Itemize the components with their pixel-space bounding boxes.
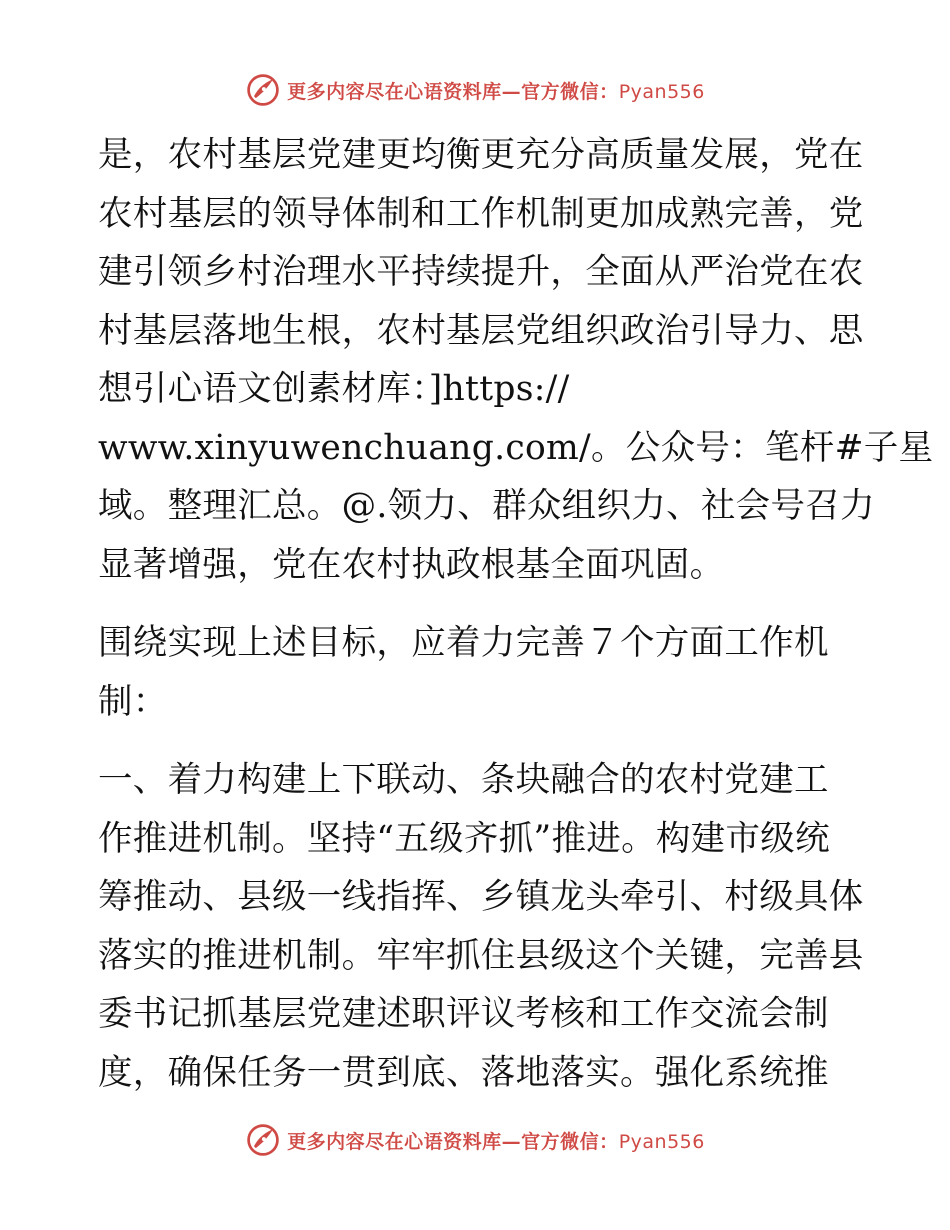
text-line: 落实的推进机制。牢牢抓住县级这个关键，完善县 bbox=[98, 935, 864, 976]
text-line: 村基层落地生根，农村基层党组织政治引导力、思 bbox=[98, 310, 864, 351]
text-line: 显著增强，党在农村执政根基全面巩固。 bbox=[98, 544, 725, 585]
footer-banner-dash: — bbox=[501, 1130, 522, 1153]
text-line: 筹推动、县级一线指挥、乡镇龙头牵引、村级具体 bbox=[98, 877, 864, 917]
text-line: www.xinyuwenchuang.com/。公众号：笔杆#子星 bbox=[98, 427, 934, 468]
text-line: 一、着力构建上下联动、条块融合的农村党建工 bbox=[98, 760, 829, 800]
text-line: 建引领乡村治理水平持续提升，全面从严治党在农 bbox=[98, 252, 864, 292]
header-banner-site: 更多内容尽在心语资料库 bbox=[287, 80, 502, 103]
paragraph-1 bbox=[98, 126, 934, 594]
footer-banner-account: Pyan556 bbox=[618, 1130, 705, 1153]
text-line: 农村基层的领导体制和工作机制更加成熟完善，党 bbox=[98, 193, 864, 234]
text-line: 围绕实现上述目标，应着力完善７个方面工作机 bbox=[98, 623, 829, 663]
pen-logo-icon bbox=[245, 72, 281, 108]
text-line: 想引心语文创素材库：]https:// bbox=[98, 369, 570, 409]
paragraph-2 bbox=[98, 614, 858, 731]
header-banner-label: 官方微信： bbox=[521, 80, 619, 103]
text-line: 作推进机制。坚持“五级齐抓”推进。构建市级统 bbox=[98, 818, 830, 859]
text-line: 度，确保任务一贯到底、落地落实。强化系统推 bbox=[98, 1052, 829, 1093]
paragraph-3 bbox=[98, 751, 864, 1102]
footer-banner bbox=[0, 1120, 950, 1160]
text-line: 制： bbox=[98, 681, 168, 722]
header-banner-text bbox=[287, 77, 705, 104]
footer-banner-text bbox=[287, 1127, 705, 1154]
footer-banner-site: 更多内容尽在心语资料库 bbox=[287, 1130, 502, 1153]
header-banner bbox=[0, 70, 950, 110]
header-banner-dash: — bbox=[501, 80, 522, 103]
text-line: 域。整理汇总。@.领力、群众组织力、社会号召力 bbox=[98, 486, 875, 526]
document-body bbox=[98, 126, 934, 1102]
text-line: 是，农村基层党建更均衡更充分高质量发展，党在 bbox=[98, 135, 864, 175]
footer-banner-label: 官方微信： bbox=[521, 1130, 619, 1153]
pen-logo-icon bbox=[245, 1122, 281, 1158]
text-line: 委书记抓基层党建述职评议考核和工作交流会制 bbox=[98, 994, 829, 1034]
header-banner-account: Pyan556 bbox=[618, 80, 705, 103]
